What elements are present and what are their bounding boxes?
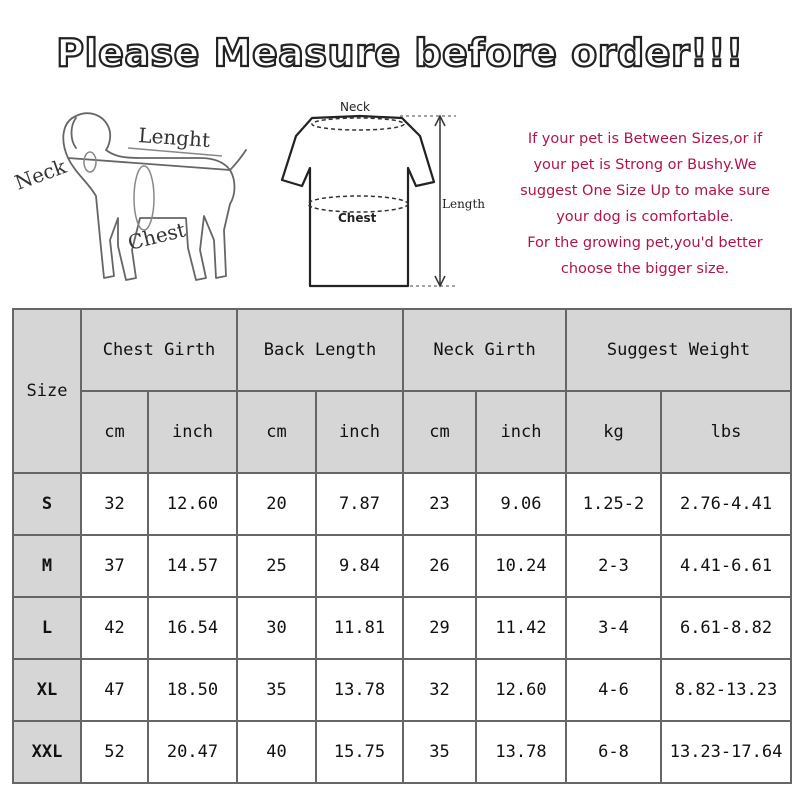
table-cell: 42 bbox=[81, 597, 148, 659]
table-cell: 16.54 bbox=[148, 597, 237, 659]
size-cell: M bbox=[13, 535, 81, 597]
table-cell: 11.81 bbox=[316, 597, 403, 659]
note-line: your pet is Strong or Bushy.We bbox=[533, 157, 757, 173]
note-line: For the growing pet,you'd better bbox=[527, 235, 763, 251]
table-cell: 6-8 bbox=[566, 721, 661, 783]
note-line: If your pet is Between Sizes,or if bbox=[527, 131, 763, 147]
sizing-note bbox=[500, 126, 790, 282]
size-header: Size bbox=[13, 309, 81, 473]
table-cell: 26 bbox=[403, 535, 476, 597]
table-cell: 15.75 bbox=[316, 721, 403, 783]
table-cell: 10.24 bbox=[476, 535, 566, 597]
table-cell: 32 bbox=[81, 473, 148, 535]
table-row bbox=[13, 597, 791, 659]
dog-neck-label: Neck bbox=[11, 154, 70, 195]
unit-header: kg bbox=[566, 391, 661, 473]
table-cell: 8.82-13.23 bbox=[661, 659, 791, 721]
dog-length-label: Lenght bbox=[137, 123, 211, 152]
table-header-row bbox=[13, 309, 791, 391]
table-cell: 4-6 bbox=[566, 659, 661, 721]
unit-header: lbs bbox=[661, 391, 791, 473]
table-cell: 25 bbox=[237, 535, 316, 597]
shirt-measure-diagram bbox=[270, 96, 495, 296]
note-line: choose the bigger size. bbox=[560, 261, 730, 277]
table-row bbox=[13, 473, 791, 535]
table-cell: 30 bbox=[237, 597, 316, 659]
shirt-neck-label: Neck bbox=[340, 100, 370, 114]
table-cell: 20.47 bbox=[148, 721, 237, 783]
table-cell: 2-3 bbox=[566, 535, 661, 597]
table-cell: 35 bbox=[403, 721, 476, 783]
table-cell: 32 bbox=[403, 659, 476, 721]
table-cell: 52 bbox=[81, 721, 148, 783]
table-unit-row bbox=[13, 391, 791, 473]
table-cell: 40 bbox=[237, 721, 316, 783]
size-cell: L bbox=[13, 597, 81, 659]
table-cell: 6.61-8.82 bbox=[661, 597, 791, 659]
unit-header: cm bbox=[403, 391, 476, 473]
table-cell: 35 bbox=[237, 659, 316, 721]
unit-header: cm bbox=[81, 391, 148, 473]
shirt-chest-label: Chest bbox=[338, 211, 377, 225]
table-cell: 2.76-4.41 bbox=[661, 473, 791, 535]
note-line: your dog is comfortable. bbox=[556, 209, 734, 225]
table-cell: 4.41-6.61 bbox=[661, 535, 791, 597]
unit-header: inch bbox=[316, 391, 403, 473]
table-cell: 9.06 bbox=[476, 473, 566, 535]
table-cell: 7.87 bbox=[316, 473, 403, 535]
table-cell: 37 bbox=[81, 535, 148, 597]
size-chart-table bbox=[12, 308, 792, 784]
size-cell: XXL bbox=[13, 721, 81, 783]
neck-girth-header: Neck Girth bbox=[403, 309, 566, 391]
suggest-weight-header: Suggest Weight bbox=[566, 309, 791, 391]
table-row bbox=[13, 535, 791, 597]
table-cell: 29 bbox=[403, 597, 476, 659]
unit-header: cm bbox=[237, 391, 316, 473]
table-cell: 12.60 bbox=[148, 473, 237, 535]
table-cell: 3-4 bbox=[566, 597, 661, 659]
title-text: Please Measure before order!!! bbox=[56, 31, 744, 75]
table-cell: 1.25-2 bbox=[566, 473, 661, 535]
size-cell: S bbox=[13, 473, 81, 535]
unit-header: inch bbox=[148, 391, 237, 473]
back-length-header: Back Length bbox=[237, 309, 403, 391]
table-row bbox=[13, 659, 791, 721]
shirt-length-label: Length bbox=[442, 197, 486, 211]
chest-girth-header: Chest Girth bbox=[81, 309, 237, 391]
table-cell: 47 bbox=[81, 659, 148, 721]
table-cell: 14.57 bbox=[148, 535, 237, 597]
size-cell: XL bbox=[13, 659, 81, 721]
table-cell: 13.78 bbox=[316, 659, 403, 721]
dog-chest-label: Chest bbox=[125, 217, 188, 255]
dog-measure-diagram bbox=[10, 100, 260, 300]
table-cell: 13.23-17.64 bbox=[661, 721, 791, 783]
table-cell: 18.50 bbox=[148, 659, 237, 721]
table-cell: 11.42 bbox=[476, 597, 566, 659]
table-cell: 20 bbox=[237, 473, 316, 535]
page-title bbox=[0, 0, 800, 100]
table-cell: 13.78 bbox=[476, 721, 566, 783]
unit-header: inch bbox=[476, 391, 566, 473]
table-cell: 12.60 bbox=[476, 659, 566, 721]
note-line: suggest One Size Up to make sure bbox=[520, 183, 770, 199]
table-cell: 23 bbox=[403, 473, 476, 535]
table-row bbox=[13, 721, 791, 783]
table-cell: 9.84 bbox=[316, 535, 403, 597]
